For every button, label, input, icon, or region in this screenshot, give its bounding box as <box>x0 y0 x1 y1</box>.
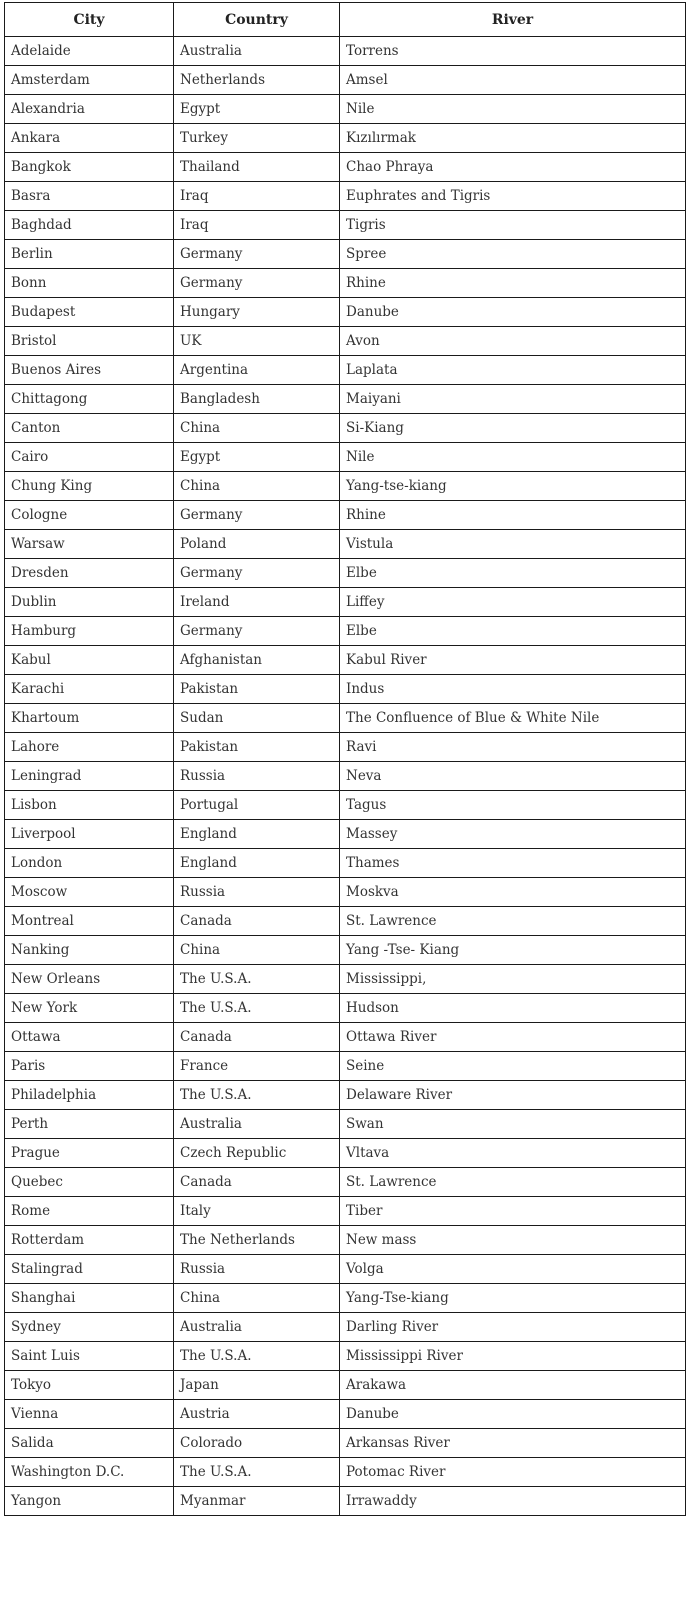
country-cell: China <box>174 472 340 501</box>
country-cell: Egypt <box>174 443 340 472</box>
table-row <box>5 820 686 849</box>
city-cell: Philadelphia <box>5 1081 174 1110</box>
table-row <box>5 211 686 240</box>
city-cell: Paris <box>5 1052 174 1081</box>
table-row <box>5 153 686 182</box>
table-row <box>5 66 686 95</box>
city-cell: Amsterdam <box>5 66 174 95</box>
country-cell: Australia <box>174 1313 340 1342</box>
country-cell: The Netherlands <box>174 1226 340 1255</box>
country-cell: Myanmar <box>174 1487 340 1516</box>
city-cell: Bangkok <box>5 153 174 182</box>
table-row <box>5 1284 686 1313</box>
river-cell: Irrawaddy <box>340 1487 686 1516</box>
table-header-row <box>5 3 686 37</box>
city-cell: Rome <box>5 1197 174 1226</box>
table-row <box>5 1371 686 1400</box>
river-cell: Massey <box>340 820 686 849</box>
city-cell: Leningrad <box>5 762 174 791</box>
river-cell: Yang-Tse-kiang <box>340 1284 686 1313</box>
country-cell: China <box>174 414 340 443</box>
city-cell: Bonn <box>5 269 174 298</box>
table-row <box>5 356 686 385</box>
city-cell: Alexandria <box>5 95 174 124</box>
river-cell: Tigris <box>340 211 686 240</box>
column-header-country: Country <box>174 3 340 37</box>
table-row <box>5 791 686 820</box>
river-cell: Vistula <box>340 530 686 559</box>
city-cell: Rotterdam <box>5 1226 174 1255</box>
river-cell: Volga <box>340 1255 686 1284</box>
table-row <box>5 1081 686 1110</box>
country-cell: Germany <box>174 501 340 530</box>
river-cell: Nile <box>340 443 686 472</box>
city-cell: Baghdad <box>5 211 174 240</box>
river-cell: Liffey <box>340 588 686 617</box>
country-cell: England <box>174 849 340 878</box>
country-cell: Sudan <box>174 704 340 733</box>
river-cell: Rhine <box>340 269 686 298</box>
city-river-table-container <box>4 2 685 1516</box>
country-cell: Poland <box>174 530 340 559</box>
table-row <box>5 1342 686 1371</box>
city-cell: Khartoum <box>5 704 174 733</box>
city-cell: Perth <box>5 1110 174 1139</box>
city-cell: Dresden <box>5 559 174 588</box>
river-cell: New mass <box>340 1226 686 1255</box>
table-row <box>5 1168 686 1197</box>
river-cell: Rhine <box>340 501 686 530</box>
table-row <box>5 530 686 559</box>
country-cell: China <box>174 936 340 965</box>
table-body <box>5 37 686 1516</box>
city-cell: Warsaw <box>5 530 174 559</box>
river-cell: Laplata <box>340 356 686 385</box>
city-cell: Bristol <box>5 327 174 356</box>
table-row <box>5 675 686 704</box>
country-cell: The U.S.A. <box>174 1342 340 1371</box>
table-row <box>5 1255 686 1284</box>
river-cell: Amsel <box>340 66 686 95</box>
city-cell: Chung King <box>5 472 174 501</box>
table-row <box>5 588 686 617</box>
table-row <box>5 936 686 965</box>
river-cell: Nile <box>340 95 686 124</box>
country-cell: Russia <box>174 762 340 791</box>
column-header-river: River <box>340 3 686 37</box>
table-row <box>5 414 686 443</box>
table-row <box>5 907 686 936</box>
country-cell: The U.S.A. <box>174 965 340 994</box>
country-cell: Italy <box>174 1197 340 1226</box>
city-cell: Ankara <box>5 124 174 153</box>
river-cell: Mississippi, <box>340 965 686 994</box>
country-cell: Egypt <box>174 95 340 124</box>
country-cell: Portugal <box>174 791 340 820</box>
city-cell: Salida <box>5 1429 174 1458</box>
river-cell: Yang -Tse- Kiang <box>340 936 686 965</box>
country-cell: Australia <box>174 37 340 66</box>
column-header-city: City <box>5 3 174 37</box>
table-row <box>5 1313 686 1342</box>
table-row <box>5 1226 686 1255</box>
country-cell: China <box>174 1284 340 1313</box>
river-cell: Ottawa River <box>340 1023 686 1052</box>
country-cell: Germany <box>174 240 340 269</box>
table-row <box>5 385 686 414</box>
river-cell: Moskva <box>340 878 686 907</box>
table-row <box>5 849 686 878</box>
country-cell: Germany <box>174 269 340 298</box>
country-cell: UK <box>174 327 340 356</box>
country-cell: The U.S.A. <box>174 1458 340 1487</box>
table-row <box>5 617 686 646</box>
table-row <box>5 1458 686 1487</box>
country-cell: The U.S.A. <box>174 1081 340 1110</box>
table-row <box>5 965 686 994</box>
city-cell: Basra <box>5 182 174 211</box>
table-row <box>5 298 686 327</box>
river-cell: Tiber <box>340 1197 686 1226</box>
city-cell: Canton <box>5 414 174 443</box>
table-row <box>5 733 686 762</box>
country-cell: Argentina <box>174 356 340 385</box>
city-cell: Karachi <box>5 675 174 704</box>
country-cell: Russia <box>174 1255 340 1284</box>
country-cell: Hungary <box>174 298 340 327</box>
city-cell: Budapest <box>5 298 174 327</box>
country-cell: Ireland <box>174 588 340 617</box>
country-cell: Turkey <box>174 124 340 153</box>
city-cell: Cairo <box>5 443 174 472</box>
city-cell: Vienna <box>5 1400 174 1429</box>
city-cell: Buenos Aires <box>5 356 174 385</box>
country-cell: Thailand <box>174 153 340 182</box>
city-cell: Sydney <box>5 1313 174 1342</box>
table-row <box>5 559 686 588</box>
table-row <box>5 1139 686 1168</box>
city-cell: Saint Luis <box>5 1342 174 1371</box>
river-cell: Swan <box>340 1110 686 1139</box>
table-row <box>5 1023 686 1052</box>
city-cell: Ottawa <box>5 1023 174 1052</box>
city-cell: Moscow <box>5 878 174 907</box>
table-row <box>5 240 686 269</box>
table-row <box>5 327 686 356</box>
city-cell: Liverpool <box>5 820 174 849</box>
table-row <box>5 1110 686 1139</box>
country-cell: Afghanistan <box>174 646 340 675</box>
river-cell: Kızılırmak <box>340 124 686 153</box>
river-cell: Thames <box>340 849 686 878</box>
river-cell: Maiyani <box>340 385 686 414</box>
city-cell: Hamburg <box>5 617 174 646</box>
table-row <box>5 646 686 675</box>
city-cell: Stalingrad <box>5 1255 174 1284</box>
country-cell: Bangladesh <box>174 385 340 414</box>
country-cell: England <box>174 820 340 849</box>
city-cell: Yangon <box>5 1487 174 1516</box>
city-cell: Quebec <box>5 1168 174 1197</box>
country-cell: Austria <box>174 1400 340 1429</box>
river-cell: Yang-tse-kiang <box>340 472 686 501</box>
table-row <box>5 704 686 733</box>
river-cell: Seine <box>340 1052 686 1081</box>
city-cell: Dublin <box>5 588 174 617</box>
table-row <box>5 1400 686 1429</box>
country-cell: Russia <box>174 878 340 907</box>
city-cell: Lisbon <box>5 791 174 820</box>
city-cell: Washington D.C. <box>5 1458 174 1487</box>
river-cell: Delaware River <box>340 1081 686 1110</box>
country-cell: Japan <box>174 1371 340 1400</box>
river-cell: Chao Phraya <box>340 153 686 182</box>
table-row <box>5 95 686 124</box>
table-row <box>5 878 686 907</box>
river-cell: Elbe <box>340 617 686 646</box>
country-cell: Colorado <box>174 1429 340 1458</box>
city-cell: Kabul <box>5 646 174 675</box>
river-cell: Kabul River <box>340 646 686 675</box>
river-cell: Elbe <box>340 559 686 588</box>
table-row <box>5 37 686 66</box>
country-cell: Germany <box>174 559 340 588</box>
city-cell: Nanking <box>5 936 174 965</box>
river-cell: Indus <box>340 675 686 704</box>
table-row <box>5 182 686 211</box>
river-cell: Hudson <box>340 994 686 1023</box>
country-cell: Australia <box>174 1110 340 1139</box>
city-cell: London <box>5 849 174 878</box>
river-cell: St. Lawrence <box>340 907 686 936</box>
river-cell: Arakawa <box>340 1371 686 1400</box>
city-cell: Chittagong <box>5 385 174 414</box>
city-river-table <box>4 2 686 1516</box>
river-cell: Mississippi River <box>340 1342 686 1371</box>
river-cell: Euphrates and Tigris <box>340 182 686 211</box>
city-cell: New Orleans <box>5 965 174 994</box>
city-cell: Adelaide <box>5 37 174 66</box>
city-cell: New York <box>5 994 174 1023</box>
country-cell: Iraq <box>174 211 340 240</box>
country-cell: Pakistan <box>174 675 340 704</box>
country-cell: Pakistan <box>174 733 340 762</box>
table-row <box>5 1052 686 1081</box>
river-cell: St. Lawrence <box>340 1168 686 1197</box>
table-row <box>5 994 686 1023</box>
country-cell: Iraq <box>174 182 340 211</box>
country-cell: France <box>174 1052 340 1081</box>
country-cell: Canada <box>174 907 340 936</box>
river-cell: Danube <box>340 1400 686 1429</box>
table-row <box>5 124 686 153</box>
river-cell: Ravi <box>340 733 686 762</box>
country-cell: Germany <box>174 617 340 646</box>
city-cell: Tokyo <box>5 1371 174 1400</box>
river-cell: Danube <box>340 298 686 327</box>
table-row <box>5 443 686 472</box>
city-cell: Lahore <box>5 733 174 762</box>
river-cell: Potomac River <box>340 1458 686 1487</box>
river-cell: Si-Kiang <box>340 414 686 443</box>
table-row <box>5 501 686 530</box>
table-row <box>5 1487 686 1516</box>
country-cell: The U.S.A. <box>174 994 340 1023</box>
river-cell: Darling River <box>340 1313 686 1342</box>
river-cell: Tagus <box>340 791 686 820</box>
city-cell: Montreal <box>5 907 174 936</box>
river-cell: The Confluence of Blue & White Nile <box>340 704 686 733</box>
city-cell: Berlin <box>5 240 174 269</box>
river-cell: Avon <box>340 327 686 356</box>
river-cell: Neva <box>340 762 686 791</box>
country-cell: Czech Republic <box>174 1139 340 1168</box>
table-row <box>5 472 686 501</box>
table-row <box>5 1429 686 1458</box>
table-row <box>5 269 686 298</box>
country-cell: Canada <box>174 1168 340 1197</box>
river-cell: Torrens <box>340 37 686 66</box>
table-row <box>5 762 686 791</box>
country-cell: Canada <box>174 1023 340 1052</box>
city-cell: Shanghai <box>5 1284 174 1313</box>
country-cell: Netherlands <box>174 66 340 95</box>
river-cell: Arkansas River <box>340 1429 686 1458</box>
river-cell: Spree <box>340 240 686 269</box>
table-row <box>5 1197 686 1226</box>
city-cell: Prague <box>5 1139 174 1168</box>
river-cell: Vltava <box>340 1139 686 1168</box>
city-cell: Cologne <box>5 501 174 530</box>
